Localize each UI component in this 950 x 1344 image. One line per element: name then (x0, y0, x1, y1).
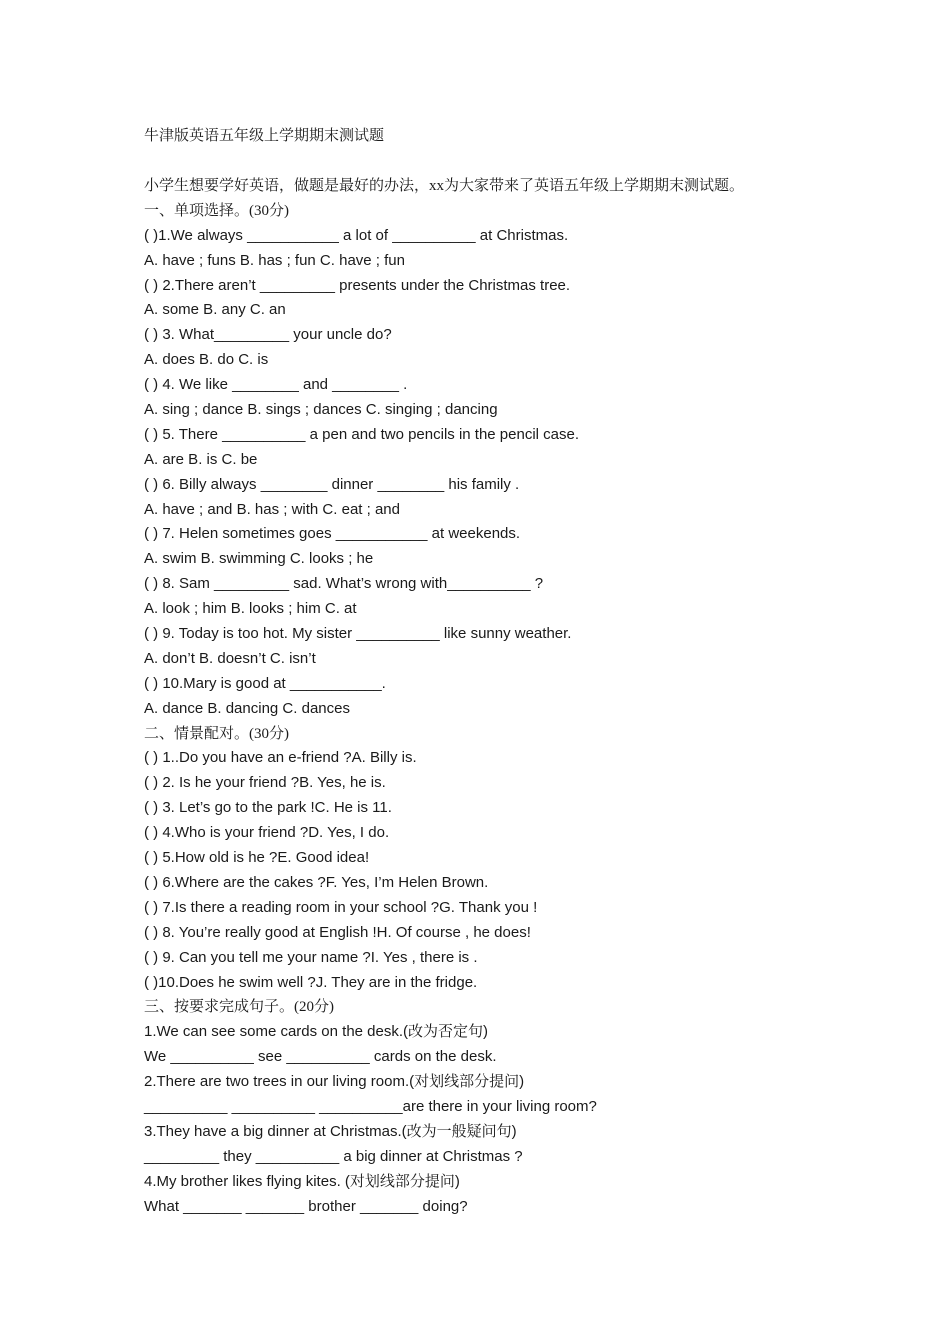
question-line: ( )1.We always ___________ a lot of __________ at Christmas. (144, 226, 569, 244)
answer-options: A. sing ; dance B. sings ; dances C. singing ; dancing (144, 401, 498, 419)
document-page (144, 124, 834, 1219)
question-line: ( ) 7. Helen sometimes goes ___________ at weekends. (144, 525, 521, 543)
answer-options: A. swim B. swimming C. looks ; he (144, 550, 374, 568)
question-line: ( ) 7.Is there a reading room in your school ?G. Thank you ! (144, 898, 538, 916)
question-line: ( ) 6. Billy always ________ dinner ________ his family . (144, 475, 520, 493)
fill-in-line: __________ __________ __________are there in your living room? (144, 1097, 597, 1115)
question-line: ( ) 8. Sam _________ sad. What’s wrong with__________ ? (144, 575, 544, 593)
question-line: ( ) 5.How old is he ?E. Good idea! (144, 849, 370, 867)
question-line: ( ) 3. Let’s go to the park !C. He is 11. (144, 799, 392, 817)
question-line: ( ) 2.There aren’t _________ presents under the Christmas tree. (144, 276, 571, 294)
question-line: ( ) 4. We like ________ and ________ . (144, 376, 408, 394)
answer-options: A. does B. do C. is (144, 351, 269, 369)
question-line: ( ) 2. Is he your friend ?B. Yes, he is. (144, 774, 386, 792)
section-heading: 三、按要求完成句子。(20分) (144, 999, 334, 1016)
exercise-sentence: 1.We can see some cards on the desk.(改为否定句) (144, 1023, 489, 1041)
document-title: 牛津版英语五年级上学期期末测试题 (144, 128, 385, 144)
exercise-sentence: 4.My brother likes flying kites. (对划线部分提问) (144, 1172, 460, 1190)
answer-options: A. dance B. dancing C. dances (144, 699, 350, 717)
question-line: ( ) 4.Who is your friend ?D. Yes, I do. (144, 824, 390, 842)
fill-in-line: What _______ _______ brother _______ doing? (144, 1197, 468, 1215)
question-line: ( ) 9. Today is too hot. My sister __________ like sunny weather. (144, 625, 572, 643)
answer-options: A. some B. any C. an (144, 301, 286, 319)
question-line: ( )10.Does he swim well ?J. They are in the fridge. (144, 973, 478, 991)
section-heading: 二、情景配对。(30分) (144, 725, 289, 742)
question-line: ( ) 6.Where are the cakes ?F. Yes, I’m Helen Brown. (144, 873, 489, 891)
question-line: ( ) 10.Mary is good at ___________. (144, 674, 386, 692)
question-line: ( ) 5. There __________ a pen and two pencils in the pencil case. (144, 425, 580, 443)
answer-options: A. don’t B. doesn’t C. isn’t (144, 649, 316, 667)
section-heading: 一、单项选择。(30分) (144, 202, 289, 219)
question-line: ( ) 3. What_________ your uncle do? (144, 326, 392, 344)
answer-options: A. have ; funs B. has ; fun C. have ; fun (144, 251, 405, 269)
fill-in-line: _________ they __________ a big dinner at Christmas ? (144, 1147, 523, 1165)
exercise-sentence: 2.There are two trees in our living room.(对划线部分提问) (144, 1073, 525, 1091)
question-line: ( ) 9. Can you tell me your name ?I. Yes , there is . (144, 948, 478, 966)
exercise-sentence: 3.They have a big dinner at Christmas.(改为一般疑问句) (144, 1122, 517, 1140)
document-body (144, 174, 834, 1219)
question-line: ( ) 8. You’re really good at English !H. Of course , he does! (144, 923, 531, 941)
question-line: ( ) 1..Do you have an e-friend ?A. Billy is. (144, 749, 417, 767)
intro-paragraph: 小学生想要学好英语，做题是最好的办法，xx为大家带来了英语五年级上学期期末测试题。 (144, 178, 745, 194)
answer-options: A. have ; and B. has ; with C. eat ; and (144, 500, 400, 518)
answer-options: A. look ; him B. looks ; him C. at (144, 600, 357, 618)
answer-options: A. are B. is C. be (144, 450, 258, 468)
fill-in-line: We __________ see __________ cards on the desk. (144, 1048, 497, 1066)
